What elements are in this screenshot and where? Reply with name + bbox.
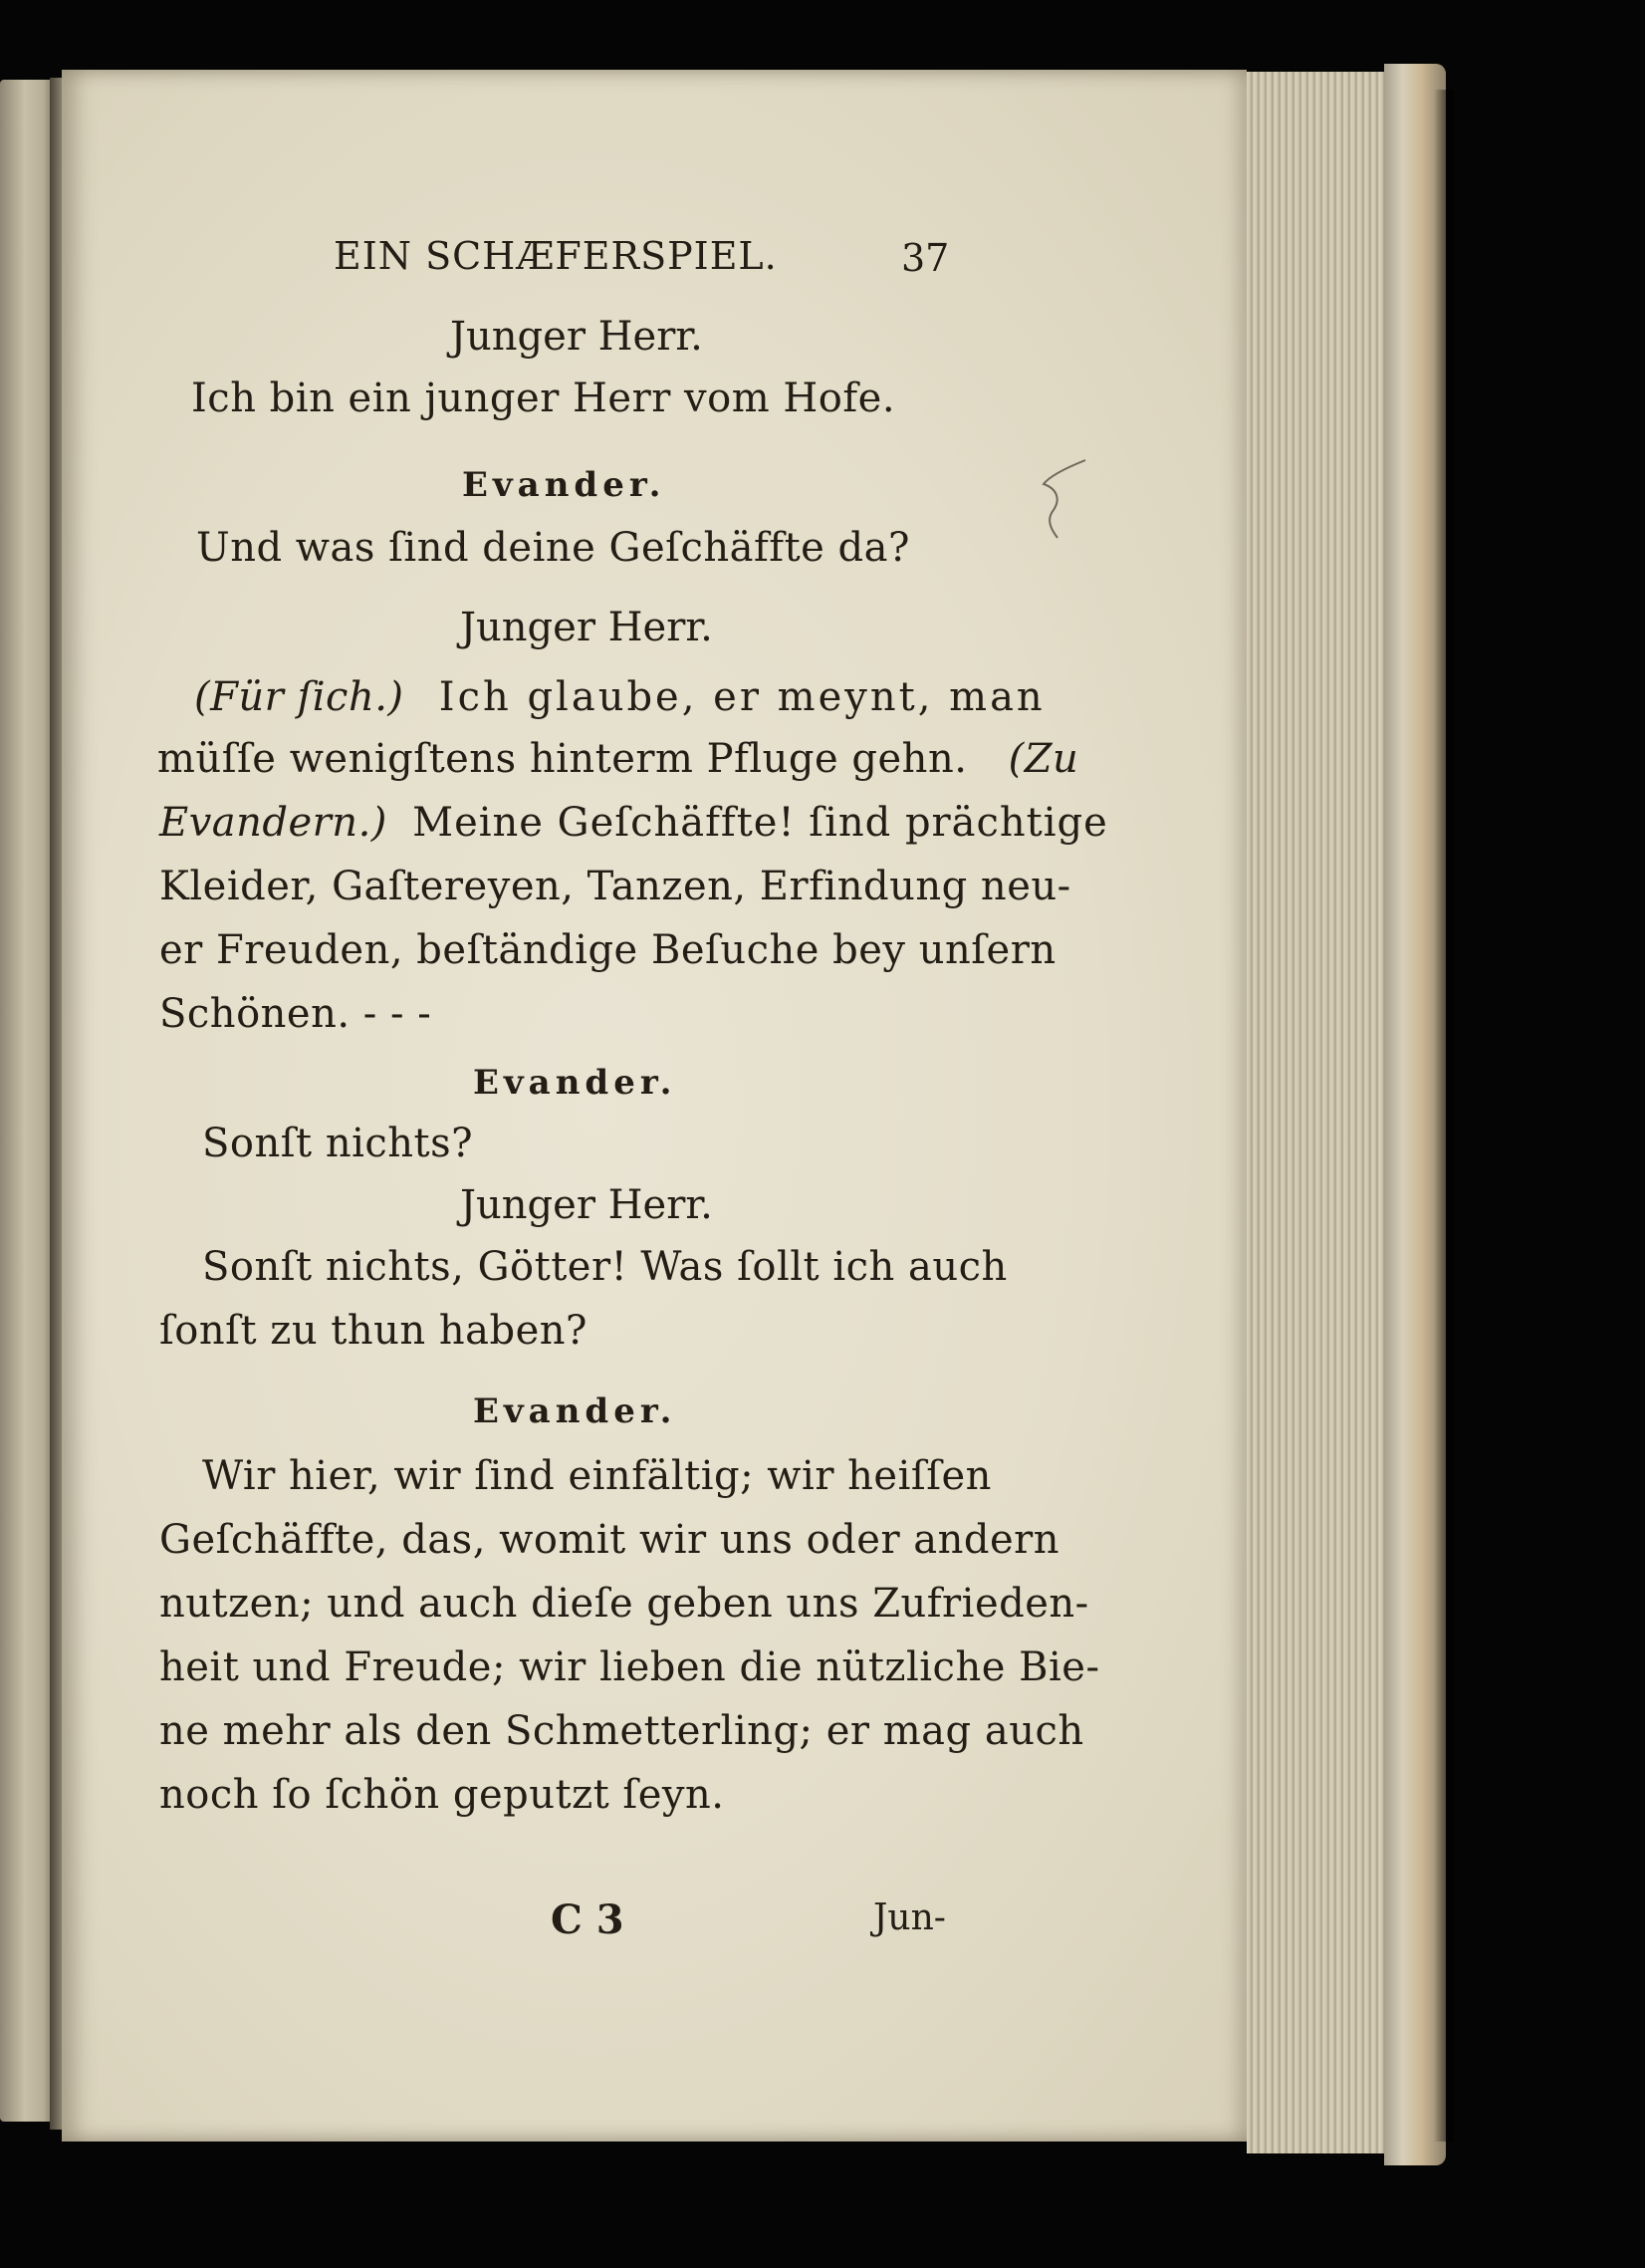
speaker-heading: Junger Herr.	[460, 605, 713, 650]
dialogue-line: heit und Freude; wir lieben die nützliche Bie-	[159, 1644, 1100, 1690]
dialogue-line: Sonſt nichts, Götter! Was ſollt ich auch	[202, 1244, 1008, 1290]
running-title: EIN SCHÆFERSPIEL.	[334, 234, 778, 278]
stage-direction: (Für ſich.)	[194, 674, 404, 720]
cover-shadow	[1434, 90, 1454, 2142]
speaker-heading: Junger Herr.	[450, 314, 703, 360]
stage-direction: Evandern.)	[159, 800, 387, 846]
dialogue-line	[159, 800, 1108, 846]
catchword: Jun-	[873, 1897, 946, 1938]
speaker-heading: Evander.	[462, 465, 666, 505]
dialogue-text: müſſe wenigſtens hinterm Pfluge gehn.	[157, 736, 968, 782]
dialogue-line: nutzen; und auch dieſe geben uns Zufrieden-	[159, 1581, 1089, 1627]
dialogue-line: Wir hier, wir ſind einfältig; wir heiſſen	[202, 1453, 992, 1499]
dialogue-line	[157, 736, 1079, 782]
dialogue-line: Und was ſind deine Geſchäffte da?	[196, 525, 910, 571]
dialogue-text: Ich glaube, er meynt, man	[438, 674, 1046, 720]
dialogue-line: Schönen. - - -	[159, 991, 432, 1037]
stage-direction: (Zu	[1008, 736, 1079, 782]
dialogue-line: er Freuden, beſtändige Beſuche bey unſern	[159, 927, 1057, 973]
dialogue-line: Ich bin ein junger Herr vom Hofe.	[191, 376, 896, 421]
dialogue-line: ne mehr als den Schmetterling; er mag auch	[159, 1708, 1084, 1754]
speaker-heading: Evander.	[473, 1063, 677, 1103]
dialogue-line: ſonſt zu thun haben?	[159, 1308, 588, 1354]
dialogue-line	[194, 674, 1046, 720]
dialogue-line: noch ſo ſchön geputzt ſeyn.	[159, 1772, 725, 1818]
dialogue-line: Sonſt nichts?	[202, 1121, 474, 1166]
dialogue-line: Geſchäffte, das, womit wir uns oder andern	[159, 1517, 1060, 1563]
speaker-heading: Junger Herr.	[460, 1182, 713, 1228]
speaker-heading: Evander.	[473, 1391, 677, 1431]
page-number: 37	[901, 236, 950, 280]
pencil-mark-icon	[1036, 458, 1095, 568]
signature-mark: C 3	[551, 1896, 624, 1943]
dialogue-text: Meine Geſchäffte! ſind prächtige	[412, 800, 1108, 846]
dialogue-line: Kleider, Gaſtereyen, Tanzen, Erfindung neu-	[159, 864, 1071, 909]
